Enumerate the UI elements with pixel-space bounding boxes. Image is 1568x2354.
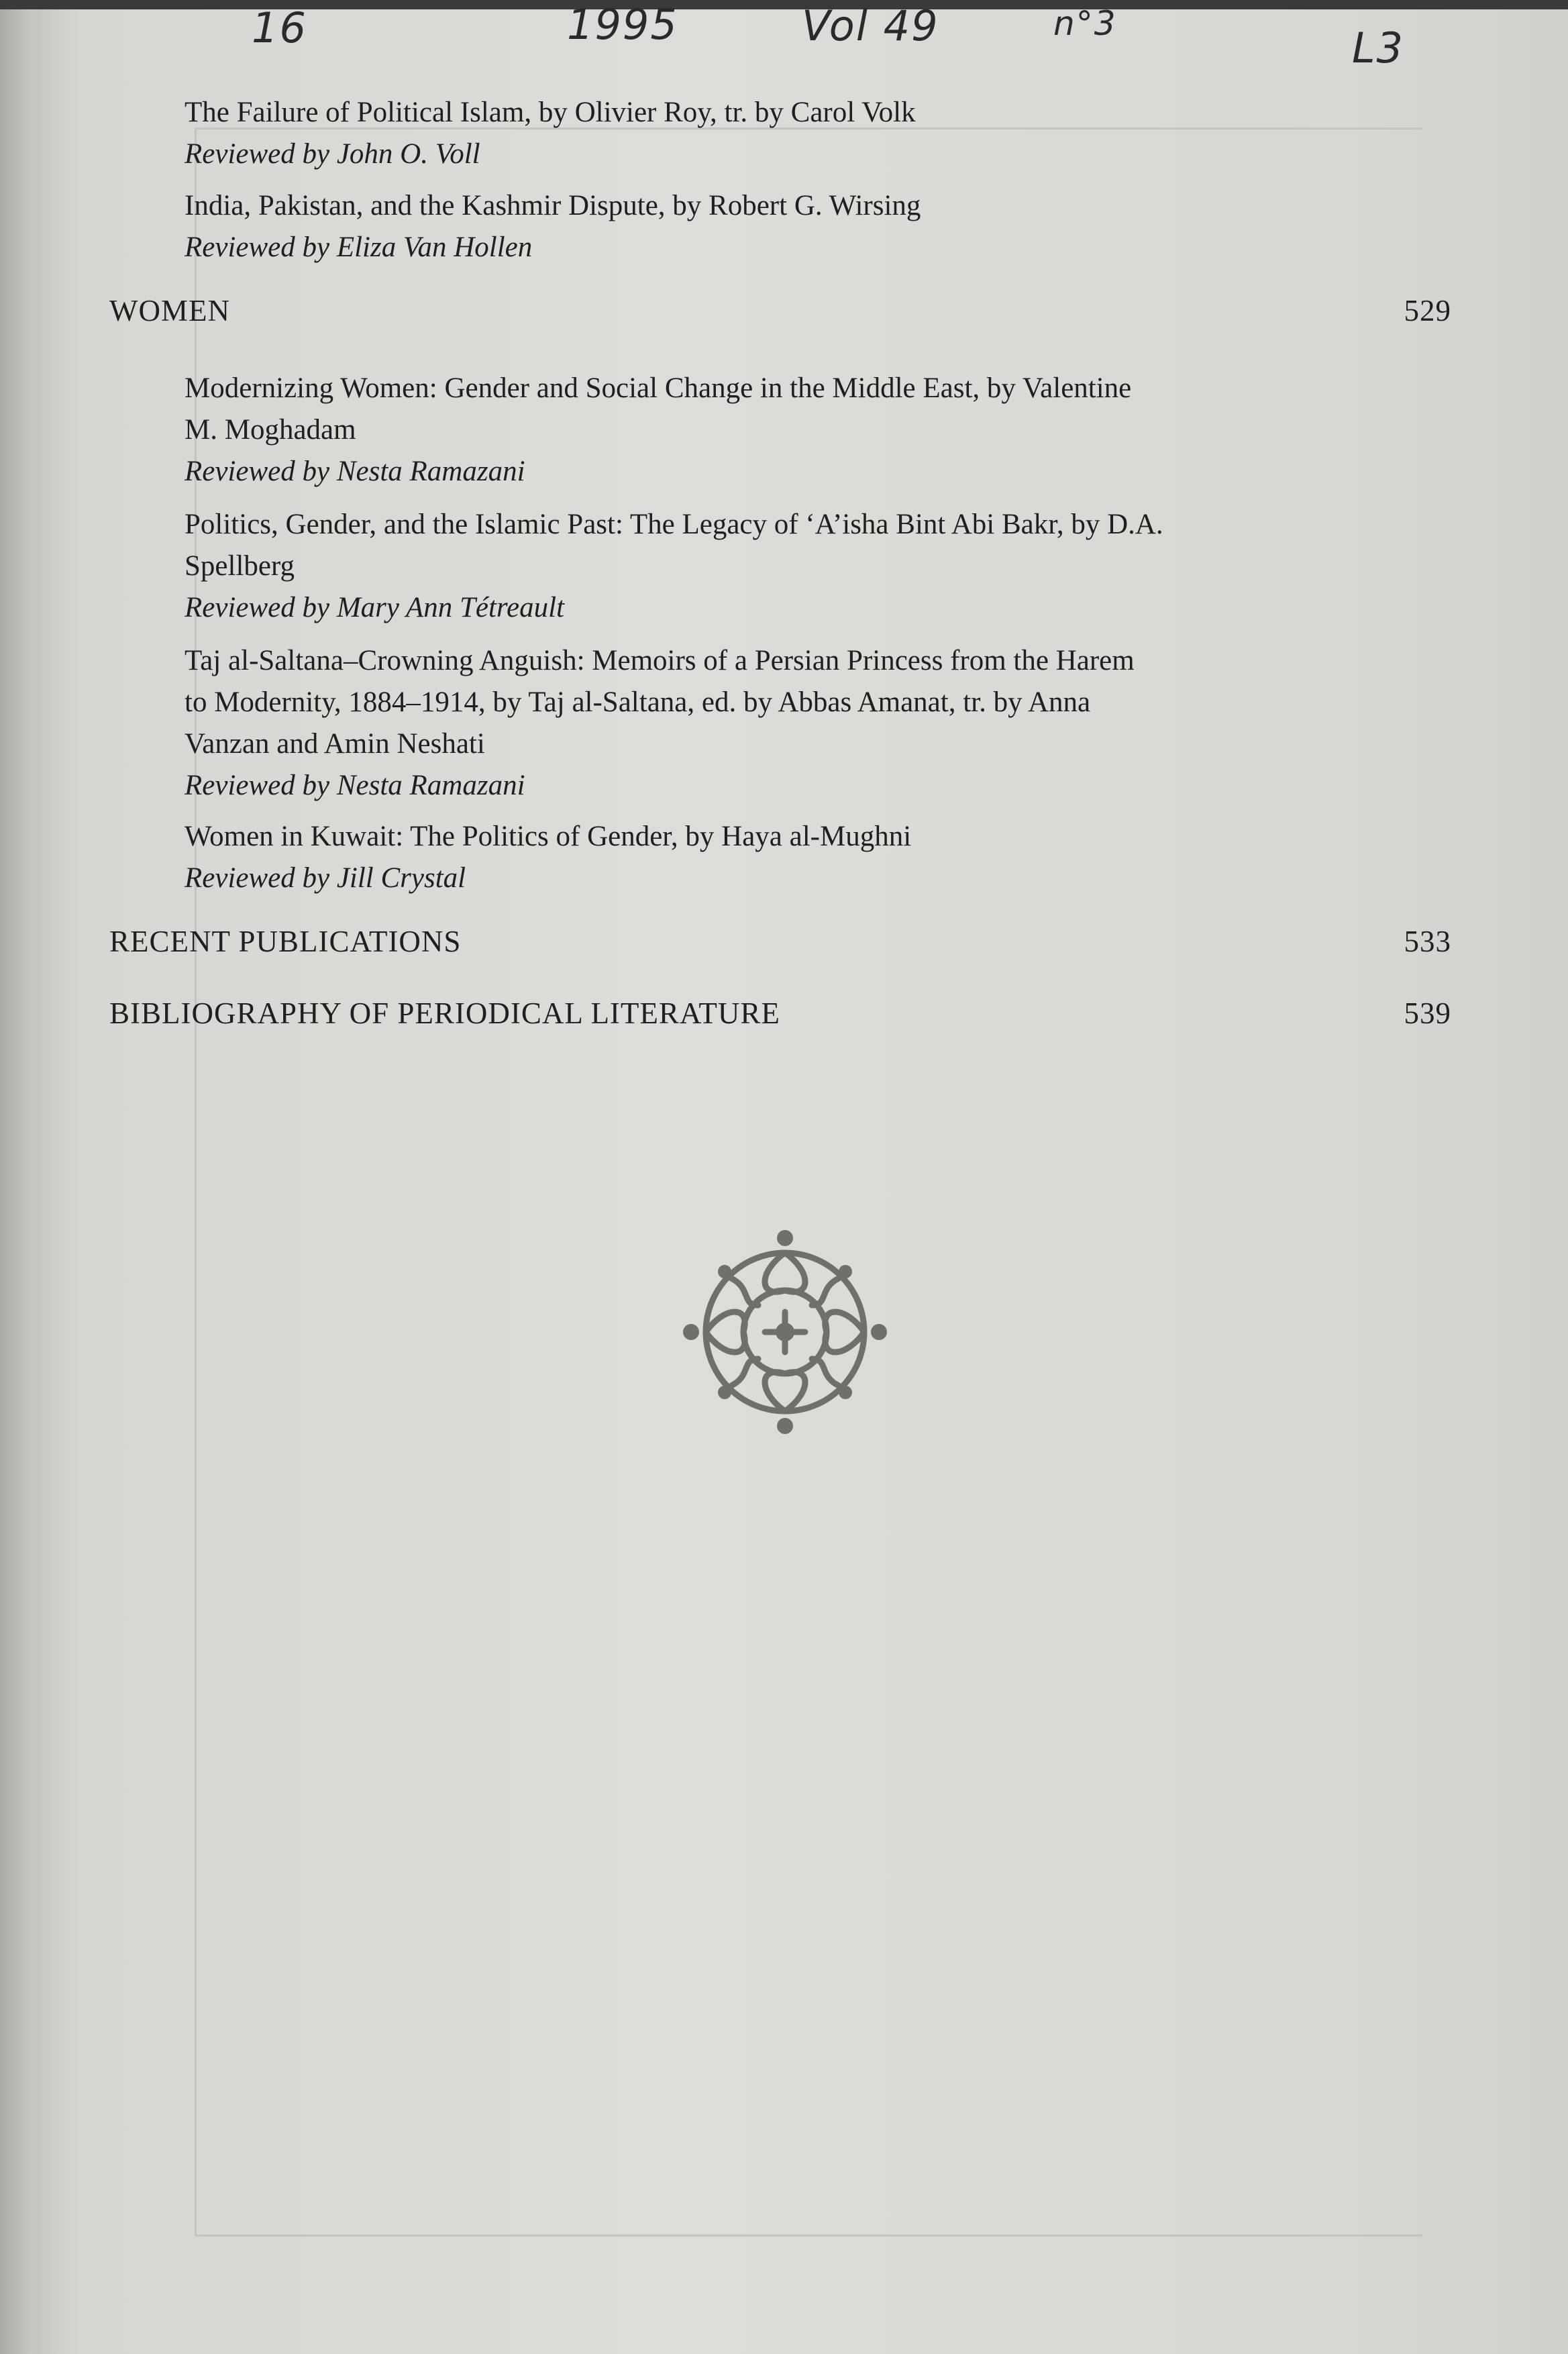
review-entry	[185, 640, 1325, 807]
handwritten-note: 1995	[567, 0, 678, 49]
entry-title-line: Vanzan and Amin Neshati	[185, 728, 485, 760]
section-page-number: 529	[1404, 294, 1451, 327]
arabesque-ornament-icon	[678, 1225, 892, 1439]
handwritten-note: L3	[1352, 23, 1404, 72]
section-heading-bibliography	[109, 996, 1451, 1031]
section-page-number: 539	[1404, 996, 1451, 1030]
entry-title-line: to Modernity, 1884–1914, by Taj al-Saltana, ed. by Abbas Amanat, tr. by Anna	[185, 686, 1091, 718]
handwritten-note: n°3	[1053, 4, 1117, 43]
entry-title: India, Pakistan, and the Kashmir Dispute, by Robert G. Wirsing	[185, 190, 921, 221]
section-heading-women	[109, 293, 1451, 328]
review-entry	[185, 816, 1325, 899]
review-entry	[185, 92, 1325, 175]
review-entry	[185, 185, 1325, 268]
entry-reviewer: Reviewed by John O. Voll	[185, 138, 480, 170]
handwritten-note: Vol 49	[802, 1, 939, 50]
scan-edge	[0, 0, 1568, 9]
entry-title-line: Modernizing Women: Gender and Social Change in the Middle East, by Valentine	[185, 372, 1132, 404]
entry-reviewer: Reviewed by Jill Crystal	[185, 862, 466, 894]
section-label: RECENT PUBLICATIONS	[109, 925, 462, 958]
entry-title-line: Taj al-Saltana–Crowning Anguish: Memoirs of a Persian Princess from the Harem	[185, 645, 1135, 676]
ghost-border-bottom	[195, 2235, 1422, 2237]
entry-title-line: Spellberg	[185, 550, 295, 582]
entry-title-line: M. Moghadam	[185, 414, 356, 446]
section-page-number: 533	[1404, 925, 1451, 958]
entry-reviewer: Reviewed by Nesta Ramazani	[185, 770, 525, 801]
handwritten-note: 16	[252, 3, 307, 52]
entry-reviewer: Reviewed by Eliza Van Hollen	[185, 232, 533, 263]
entry-title-line: Politics, Gender, and the Islamic Past: The Legacy of ‘A’isha Bint Abi Bakr, by D.A.	[185, 509, 1163, 540]
entry-title-line: Women in Kuwait: The Politics of Gender, by Haya al-Mughni	[185, 821, 912, 852]
review-entry	[185, 368, 1325, 493]
entry-reviewer: Reviewed by Mary Ann Tétreault	[185, 592, 565, 623]
entry-reviewer: Reviewed by Nesta Ramazani	[185, 456, 525, 487]
section-label: BIBLIOGRAPHY OF PERIODICAL LITERATURE	[109, 996, 780, 1030]
review-entry	[185, 504, 1325, 629]
entry-title: The Failure of Political Islam, by Olivier Roy, tr. by Carol Volk	[185, 97, 916, 128]
section-heading-recent-publications	[109, 924, 1451, 959]
section-label: WOMEN	[109, 294, 230, 327]
